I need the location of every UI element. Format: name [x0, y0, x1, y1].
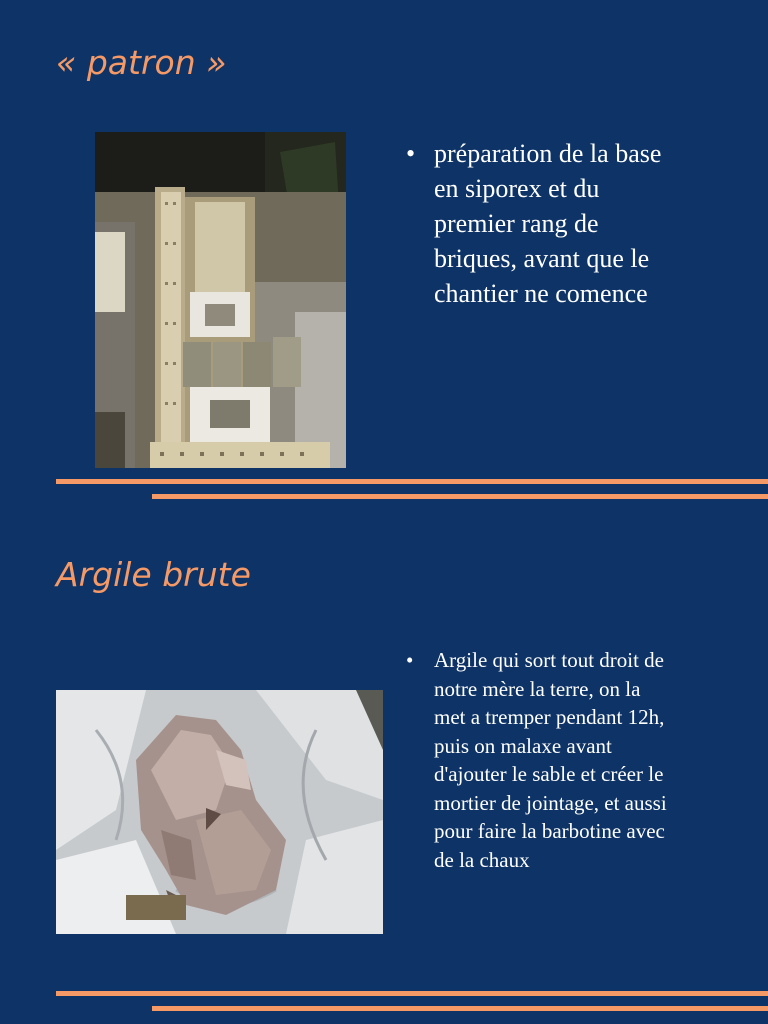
separator-line — [152, 494, 768, 499]
separator-line — [56, 479, 768, 484]
slide-title-argile-brute: Argile brute — [56, 555, 251, 594]
bullet-marker: • — [406, 139, 416, 168]
separator-line — [152, 1006, 768, 1011]
bullet-marker: • — [406, 648, 414, 672]
separator-line — [56, 991, 768, 996]
slide-title-patron: « patron » — [56, 43, 227, 82]
brick-base-photo — [95, 132, 346, 468]
bullet-text: Argile qui sort tout droit de notre mère la terre, on la met a tremper pendant 12h, puis on malaxe avant d'ajouter le sable et créer le mortier de jointage, et aussi pour faire la barbotine avec de la chaux — [434, 648, 667, 872]
raw-clay-photo — [56, 690, 383, 934]
bullet-text: préparation de la base en siporex et du premier rang de briques, avant que le chantier ne comence — [434, 139, 662, 308]
